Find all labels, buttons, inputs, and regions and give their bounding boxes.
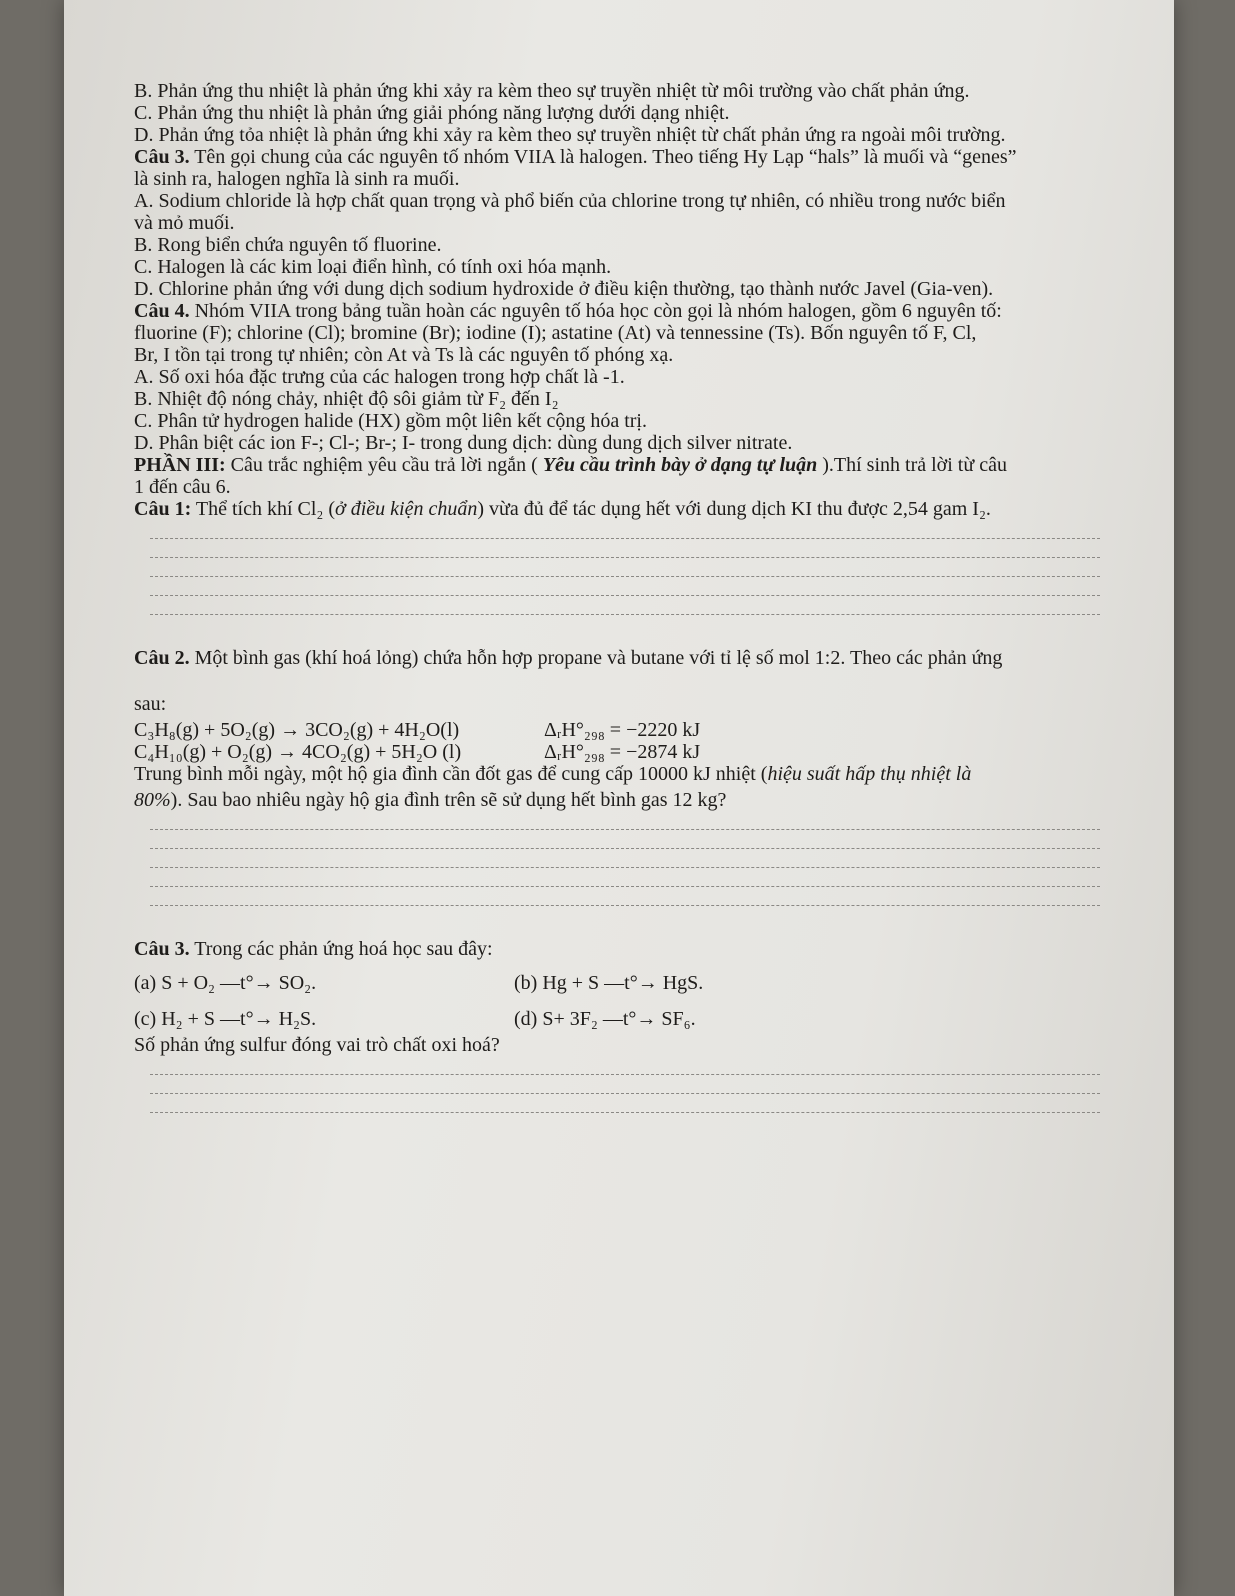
reaction-2-equation: C₄H₁₀(g) + O₂(g) → 4CO₂(g) + 5H₂O (l) <box>134 741 462 763</box>
question-3-prompt: Số phản ứng sulfur đóng vai trò chất oxi hoá? <box>134 1034 500 1056</box>
question-3-option-d: D. Chlorine phản ứng với dung dịch sodium hydroxide ở điều kiện thường, tạo thành nước Javel (Gia-ven). <box>134 278 994 300</box>
part-3-question-1: Câu 1: Thể tích khí Cl₂ (ở điều kiện chuẩn) vừa đủ để tác dụng hết với dung dịch KI thu được 2,54 gam I₂. <box>134 498 991 520</box>
part-3-heading-cont: 1 đến câu 6. <box>134 476 231 498</box>
document-body <box>134 80 1114 1131</box>
question-2-text: Trung bình mỗi ngày, một hộ gia đình cần đốt gas để cung cấp 10000 kJ nhiệt (hiệu suất hấp thụ nhiệt là <box>134 763 972 785</box>
option-c-prev: C. Phản ứng thu nhiệt là phản ứng giải phóng năng lượng dưới dạng nhiệt. <box>134 102 730 124</box>
question-2-sau: sau: <box>134 693 167 715</box>
question-3-option-a-cont: và mỏ muối. <box>134 212 235 234</box>
reaction-2 <box>134 741 1114 763</box>
question-4-stem: Câu 4. Nhóm VIIA trong bảng tuần hoàn các nguyên tố hóa học còn gọi là nhóm halogen, gồm 6 nguyên tố: <box>134 300 1002 322</box>
question-3-option-b: B. Rong biển chứa nguyên tố fluorine. <box>134 234 442 256</box>
part-3-question-2: Câu 2. Một bình gas (khí hoá lỏng) chứa hỗn hợp propane và butane với tỉ lệ số mol 1:2. Theo các phản ứng <box>134 647 1003 669</box>
answer-line[interactable] <box>150 886 1100 887</box>
reaction-1-equation: C₃H₈(g) + 5O₂(g) → 3CO₂(g) + 4H₂O(l) <box>134 719 460 741</box>
reaction-d: (d) S+ 3F₂ —t°→ SF₆. <box>514 1008 696 1030</box>
answer-line[interactable] <box>150 848 1100 849</box>
question-3-stem-cont: là sinh ra, halogen nghĩa là sinh ra muối. <box>134 168 460 190</box>
part-3-heading: PHẦN III: Câu trắc nghiệm yêu cầu trả lời ngắn ( Yêu cầu trình bày ở dạng tự luận ).Thí sinh trả lời từ câu <box>134 454 1007 476</box>
answer-line[interactable] <box>150 595 1100 596</box>
answer-line[interactable] <box>150 538 1100 539</box>
question-4-option-a: A. Số oxi hóa đặc trưng của các halogen trong hợp chất là -1. <box>134 366 625 388</box>
reaction-1 <box>134 719 1114 741</box>
answer-line[interactable] <box>150 905 1100 906</box>
option-b-prev: B. Phản ứng thu nhiệt là phản ứng khi xảy ra kèm theo sự truyền nhiệt từ môi trường vào chất phản ứng. <box>134 80 970 102</box>
reaction-2-enthalpy: ΔᵣH°₂₉₈ = −2874 kJ <box>544 741 701 763</box>
question-3-option-c: C. Halogen là các kim loại điển hình, có tính oxi hóa mạnh. <box>134 256 612 278</box>
question-2-text-cont: 80%). Sau bao nhiêu ngày hộ gia đình trên sẽ sử dụng hết bình gas 12 kg? <box>134 789 727 811</box>
reaction-a: (a) S + O₂ —t°→ SO₂. <box>134 972 317 994</box>
answer-line[interactable] <box>150 576 1100 577</box>
answer-line[interactable] <box>150 867 1100 868</box>
answer-line[interactable] <box>150 557 1100 558</box>
answer-line[interactable] <box>150 1112 1100 1113</box>
question-3-stem: Câu 3. Tên gọi chung của các nguyên tố nhóm VIIA là halogen. Theo tiếng Hy Lạp “hals” là muối và “genes” <box>134 146 1017 168</box>
reaction-list <box>134 972 1114 1030</box>
question-4-stem-cont2: Br, I tồn tại trong tự nhiên; còn At và Ts là các nguyên tố phóng xạ. <box>134 344 674 366</box>
reaction-1-enthalpy: ΔᵣH°₂₉₈ = −2220 kJ <box>544 719 701 741</box>
question-4-stem-cont1: fluorine (F); chlorine (Cl); bromine (Br); iodine (I); astatine (At) và tennessine (Ts). Bốn nguyên tố F, Cl, <box>134 322 977 344</box>
question-4-option-c: C. Phân tử hydrogen halide (HX) gồm một liên kết cộng hóa trị. <box>134 410 647 432</box>
reaction-c: (c) H₂ + S —t°→ H₂S. <box>134 1008 317 1030</box>
part-3-question-3: Câu 3. Trong các phản ứng hoá học sau đây: <box>134 938 493 960</box>
reaction-b: (b) Hg + S —t°→ HgS. <box>514 972 704 994</box>
answer-line[interactable] <box>150 1074 1100 1075</box>
option-d-prev: D. Phản ứng tỏa nhiệt là phản ứng khi xảy ra kèm theo sự truyền nhiệt từ chất phản ứng ra ngoài môi trường. <box>134 124 1006 146</box>
question-4-option-d: D. Phân biệt các ion F-; Cl-; Br-; I- trong dung dịch: dùng dung dịch silver nitrate. <box>134 432 793 454</box>
answer-line[interactable] <box>150 829 1100 830</box>
answer-line[interactable] <box>150 1093 1100 1094</box>
question-4-option-b: B. Nhiệt độ nóng chảy, nhiệt độ sôi giảm từ F₂ đến I₂ <box>134 388 559 410</box>
question-3-option-a: A. Sodium chloride là hợp chất quan trọng và phổ biến của chlorine trong tự nhiên, có nhiều trong nước biển <box>134 190 1006 212</box>
answer-line[interactable] <box>150 614 1100 615</box>
